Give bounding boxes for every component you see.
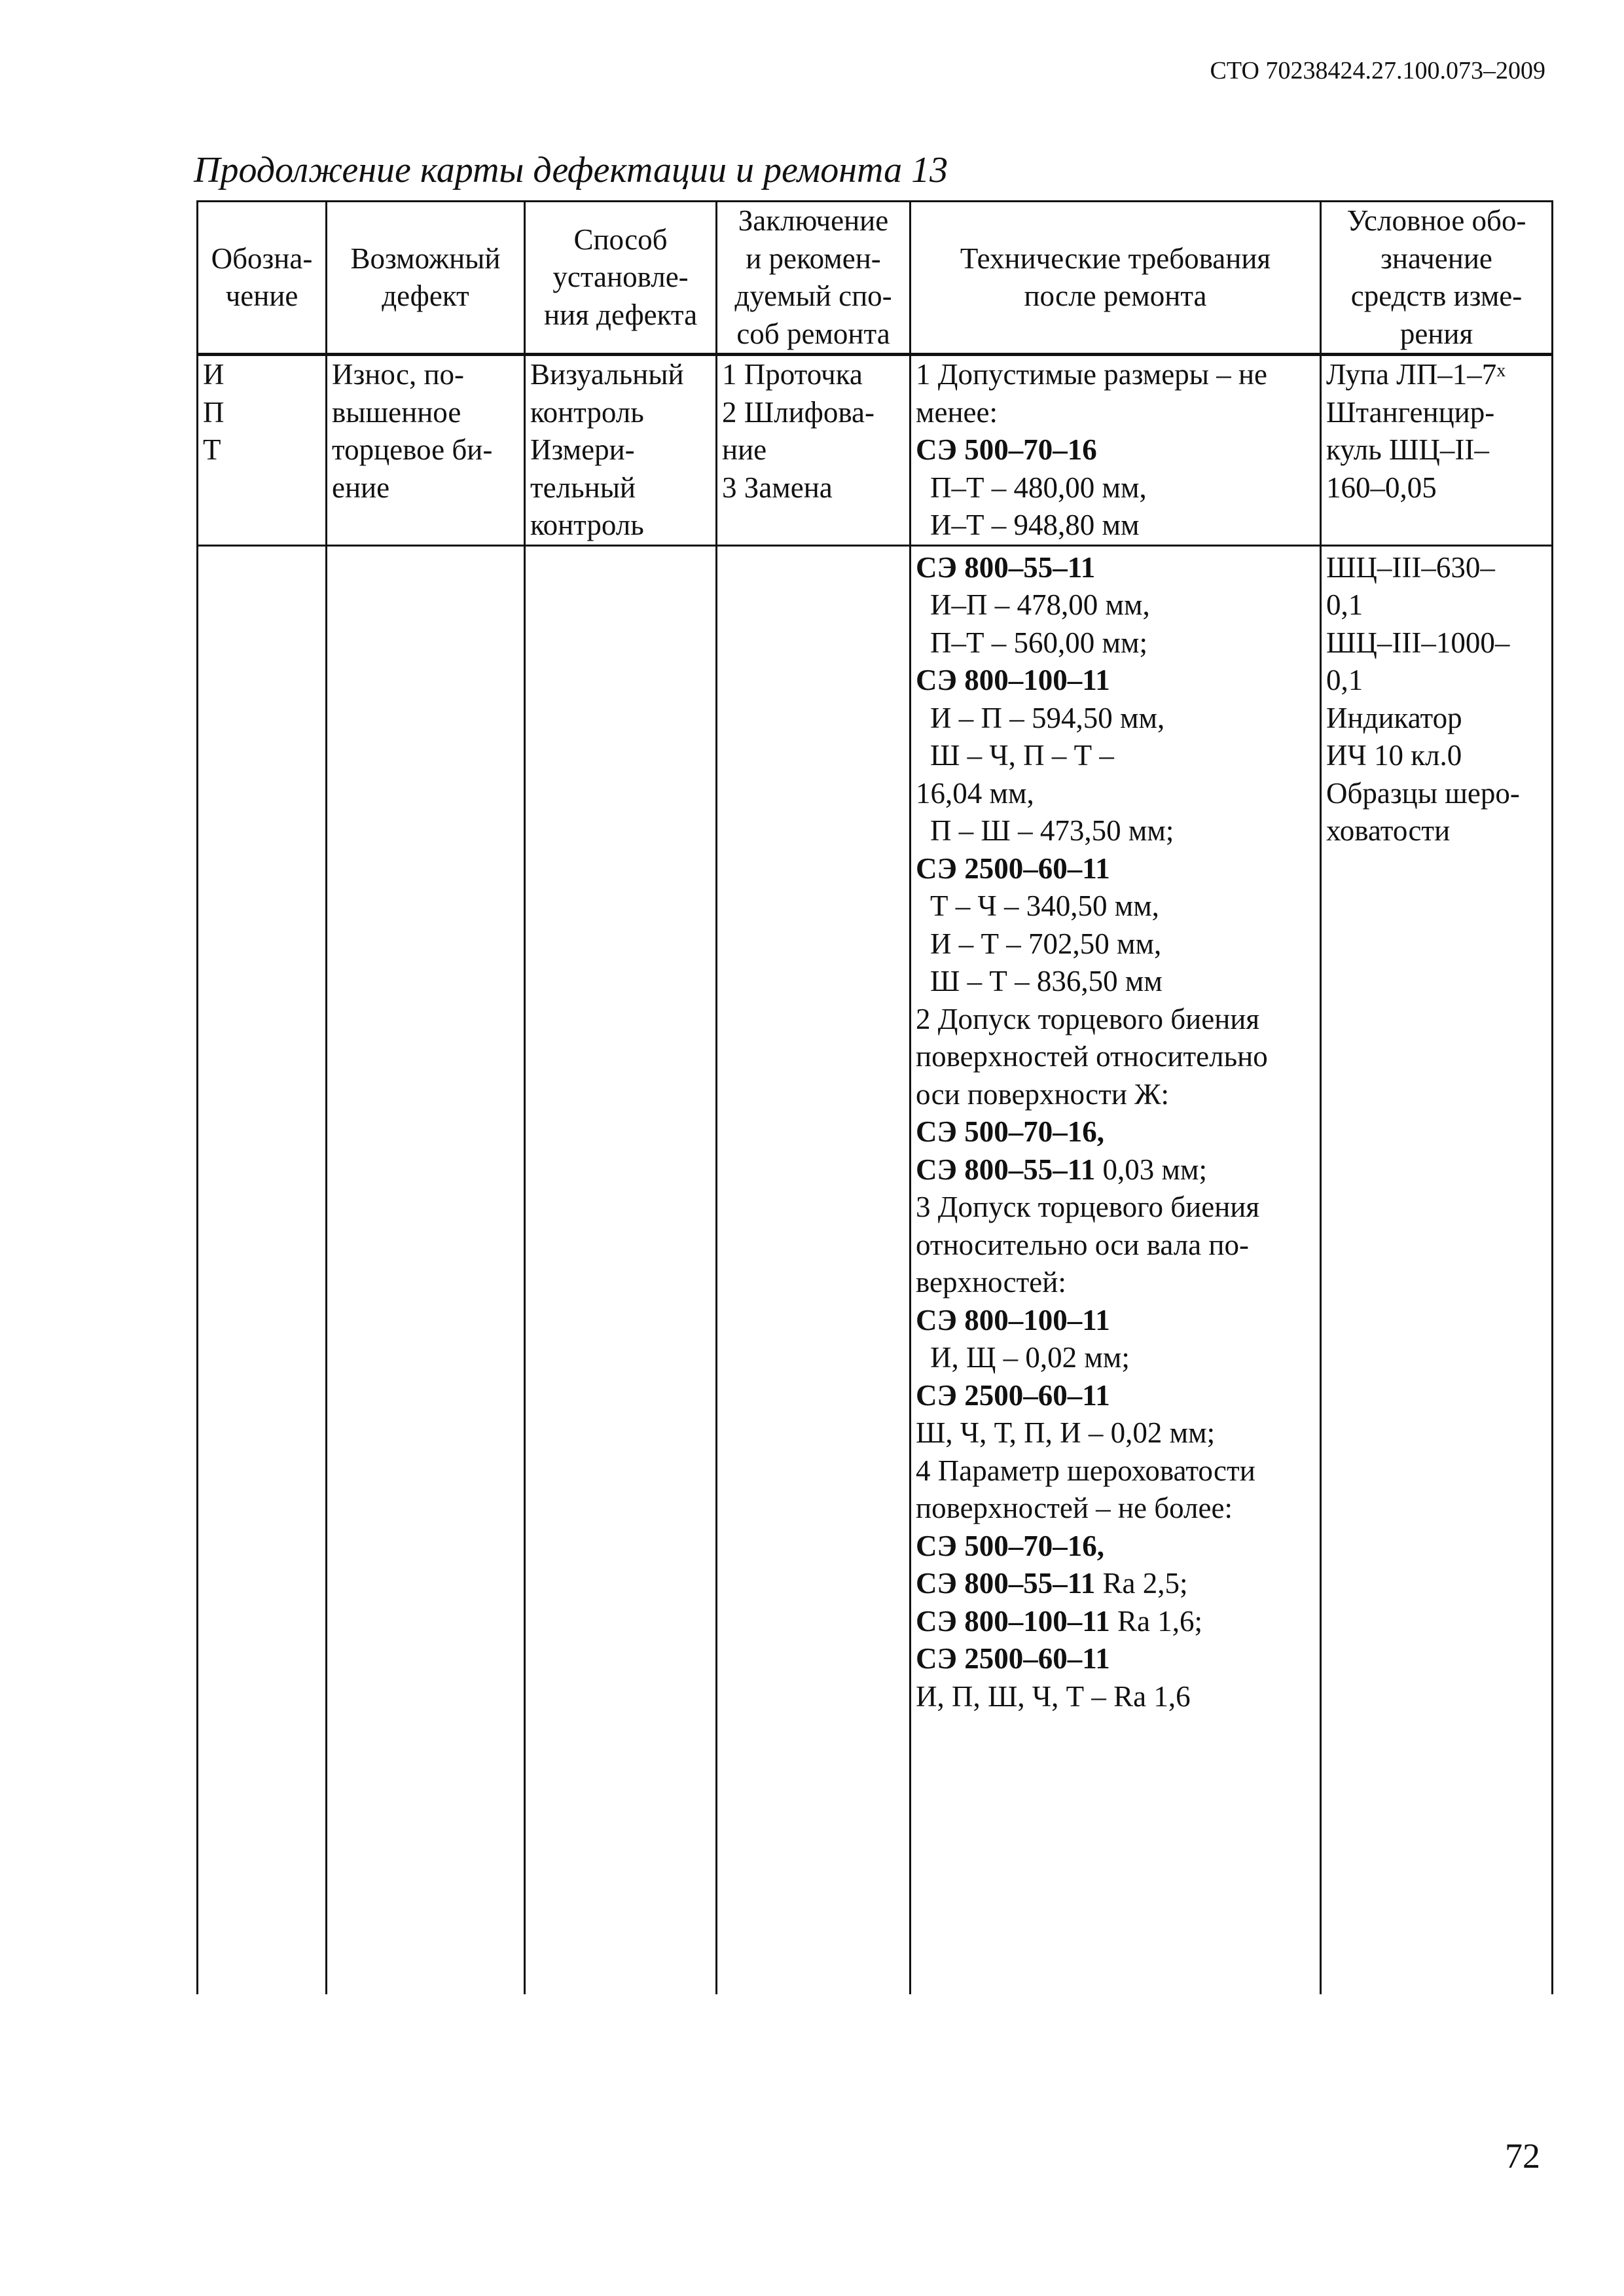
text-line: контроль — [530, 395, 644, 429]
text-line: 160–0,05 — [1326, 471, 1437, 504]
text-line: 3 Замена — [722, 471, 833, 504]
text-line: Заключение — [738, 204, 889, 237]
cell-detection-method — [525, 355, 717, 546]
requirement-value: Ra 1,6; — [1110, 1604, 1203, 1638]
requirement-line — [916, 1264, 1315, 1302]
cell-detection-method-empty — [525, 545, 717, 1994]
requirement-text: И–Т – 948,80 мм — [930, 509, 1140, 541]
requirement-text: И – П – 594,50 мм, — [930, 701, 1165, 734]
requirement-text: верхностей: — [916, 1266, 1066, 1299]
text-line: Износ, по- — [332, 358, 465, 391]
text-line: после ремонта — [1024, 279, 1207, 312]
requirement-text: И – Т – 702,50 мм, — [930, 927, 1162, 960]
text-line: ние — [722, 433, 767, 466]
page-number: 72 — [1505, 2136, 1540, 2176]
requirement-text: относительно оси вала по- — [916, 1228, 1249, 1261]
requirement-line — [916, 1189, 1315, 1227]
cell-defect — [327, 355, 525, 546]
defect-repair-table — [196, 200, 1553, 1994]
model-code: СЭ 800–100–11 — [916, 664, 1110, 696]
text-line: 1 Проточка — [722, 358, 863, 391]
table-row — [198, 545, 1553, 1994]
model-code: СЭ 800–100–11 — [916, 1604, 1110, 1638]
requirement-text: 1 Допустимые размеры – не — [916, 358, 1268, 391]
requirement-text: П – Ш – 473,50 мм; — [930, 814, 1174, 847]
model-code-line — [916, 1640, 1315, 1678]
requirement-value: Ra 2,5; — [1095, 1567, 1188, 1600]
text-line: И — [203, 358, 225, 391]
requirement-text: 2 Допуск торцевого биения — [916, 1002, 1260, 1035]
requirement-line — [916, 1678, 1315, 1716]
cell-technical-requirements — [911, 545, 1321, 1994]
requirement-line — [916, 1490, 1315, 1528]
document-code: СТО 70238424.27.100.073–2009 — [1210, 57, 1545, 84]
cell-defect-empty — [327, 545, 525, 1994]
text-line: соб ремонта — [736, 317, 890, 350]
requirement-text: оси поверхности Ж: — [916, 1077, 1169, 1111]
text-line: чение — [225, 279, 298, 312]
model-code-line — [916, 1377, 1315, 1415]
model-code-line — [916, 1302, 1315, 1340]
model-code-line — [916, 1528, 1315, 1566]
model-code-line — [916, 662, 1315, 700]
model-code-line — [916, 1113, 1315, 1151]
cell-conclusion — [717, 355, 911, 546]
model-code: СЭ 800–100–11 — [916, 1303, 1110, 1336]
text-line: Технические требования — [960, 242, 1271, 275]
model-code-line — [916, 1565, 1315, 1603]
model-code: СЭ 2500–60–11 — [916, 852, 1110, 885]
requirement-text: И, Щ – 0,02 мм; — [930, 1341, 1130, 1374]
requirement-line — [916, 1414, 1315, 1452]
text-line: Визуальный — [530, 358, 684, 391]
requirement-text: поверхностей – не более: — [916, 1492, 1233, 1524]
model-code: СЭ 500–70–16, — [916, 1115, 1105, 1148]
text-line: куль ШЦ–II– — [1326, 433, 1489, 466]
magnifier-superscript: х — [1496, 361, 1506, 381]
text-line: средств изме- — [1350, 279, 1523, 312]
cell-designation — [198, 355, 327, 546]
text-line: Штангенцир- — [1326, 395, 1495, 429]
requirement-line — [916, 737, 1315, 775]
text-line: Обозна- — [211, 242, 313, 275]
text-line: дуемый спо- — [734, 279, 892, 312]
model-code: СЭ 2500–60–11 — [916, 1642, 1110, 1675]
requirement-text: 16,04 мм, — [916, 776, 1034, 810]
requirement-text: 3 Допуск торцевого биения — [916, 1191, 1260, 1223]
text-line: ния дефекта — [543, 298, 698, 331]
requirement-text: Ш – Т – 836,50 мм — [930, 965, 1163, 997]
header-conclusion — [717, 202, 911, 355]
model-code: СЭ 800–55–11 — [916, 1567, 1096, 1600]
requirement-line — [916, 1452, 1315, 1490]
requirement-line — [916, 1227, 1315, 1265]
requirement-line — [916, 586, 1315, 624]
model-code: СЭ 800–55–11 — [916, 1153, 1096, 1186]
text-line: Способ — [573, 223, 668, 256]
text-line: значение — [1380, 242, 1492, 275]
model-code: СЭ 800–55–11 — [916, 550, 1096, 584]
requirement-line — [916, 1076, 1315, 1114]
model-code: СЭ 500–70–16, — [916, 1529, 1105, 1562]
requirement-line — [916, 394, 1315, 432]
text-line: вышенное — [332, 395, 461, 429]
header-measuring-instruments — [1321, 202, 1553, 355]
text-line: 2 Шлифова- — [722, 395, 875, 429]
requirement-line — [916, 775, 1315, 813]
requirement-line — [916, 812, 1315, 850]
header-designation — [198, 202, 327, 355]
text-line: ИЧ 10 кл.0 — [1326, 739, 1462, 772]
instrument-magnifier: Лупа ЛП–1–7 — [1326, 358, 1497, 391]
requirement-line — [916, 1339, 1315, 1377]
text-line: торцевое би- — [332, 433, 493, 466]
cell-measuring-instruments — [1321, 355, 1553, 546]
text-line: и рекомен- — [746, 242, 881, 275]
requirement-line — [916, 507, 1315, 545]
text-line: 0,1 — [1326, 588, 1363, 621]
text-line: тельный — [530, 471, 636, 504]
requirement-text: поверхностей относительно — [916, 1040, 1268, 1073]
text-line: Образцы шеро- — [1326, 776, 1520, 810]
requirement-text: И–П – 478,00 мм, — [930, 588, 1150, 621]
table-caption: Продолжение карты дефектации и ремонта 13 — [194, 150, 948, 190]
text-line: контроль — [530, 509, 644, 541]
text-line: П — [203, 395, 225, 429]
requirement-line — [916, 700, 1315, 738]
instrument-lines — [1326, 394, 1547, 507]
model-code-line — [916, 850, 1315, 888]
cell-designation-empty — [198, 545, 327, 1994]
instrument-line — [1326, 356, 1547, 394]
text-line: ение — [332, 471, 390, 504]
table-header-row — [198, 202, 1553, 355]
requirement-text: Ш, Ч, Т, П, И – 0,02 мм; — [916, 1416, 1216, 1449]
model-code-line — [916, 431, 1315, 469]
text-line: ШЦ–III–1000– — [1326, 626, 1510, 659]
cell-technical-requirements — [911, 355, 1321, 546]
text-line: ШЦ–III–630– — [1326, 550, 1495, 584]
model-code-line — [916, 1151, 1315, 1189]
text-line: Измери- — [530, 433, 635, 466]
header-technical-requirements — [911, 202, 1321, 355]
requirement-line — [916, 1001, 1315, 1039]
requirement-text: Т – Ч – 340,50 мм, — [930, 889, 1159, 922]
text-line: дефект — [382, 279, 469, 312]
table-row — [198, 355, 1553, 546]
requirement-line — [916, 925, 1315, 963]
requirement-line — [916, 356, 1315, 394]
requirement-text: 4 Параметр шероховатости — [916, 1454, 1255, 1487]
requirement-line — [916, 963, 1315, 1001]
requirement-text: П–Т – 480,00 мм, — [930, 471, 1147, 504]
text-line: Т — [203, 433, 221, 466]
text-line: 0,1 — [1326, 664, 1363, 696]
cell-measuring-instruments — [1321, 545, 1553, 1994]
text-line: рения — [1399, 317, 1473, 350]
requirement-value: 0,03 мм; — [1095, 1153, 1208, 1186]
requirement-line — [916, 624, 1315, 662]
text-line: Условное обо- — [1346, 204, 1526, 237]
cell-conclusion-empty — [717, 545, 911, 1994]
requirement-line — [916, 469, 1315, 507]
model-code-line — [916, 549, 1315, 587]
text-line: установле- — [552, 260, 689, 294]
requirement-text: менее: — [916, 395, 998, 429]
text-line: ховатости — [1326, 814, 1451, 847]
requirement-text: Ш – Ч, П – Т – — [930, 739, 1114, 772]
requirement-line — [916, 888, 1315, 925]
model-code: СЭ 500–70–16 — [916, 433, 1097, 466]
header-detection-method — [525, 202, 717, 355]
text-line: Индикатор — [1326, 701, 1462, 734]
requirement-text: П–Т – 560,00 мм; — [930, 626, 1147, 659]
header-defect — [327, 202, 525, 355]
model-code: СЭ 2500–60–11 — [916, 1378, 1110, 1412]
requirement-text: И, П, Ш, Ч, Т – Ra 1,6 — [916, 1679, 1191, 1713]
text-line: Возможный — [350, 242, 501, 275]
model-code-line — [916, 1603, 1315, 1641]
requirement-line — [916, 1038, 1315, 1076]
